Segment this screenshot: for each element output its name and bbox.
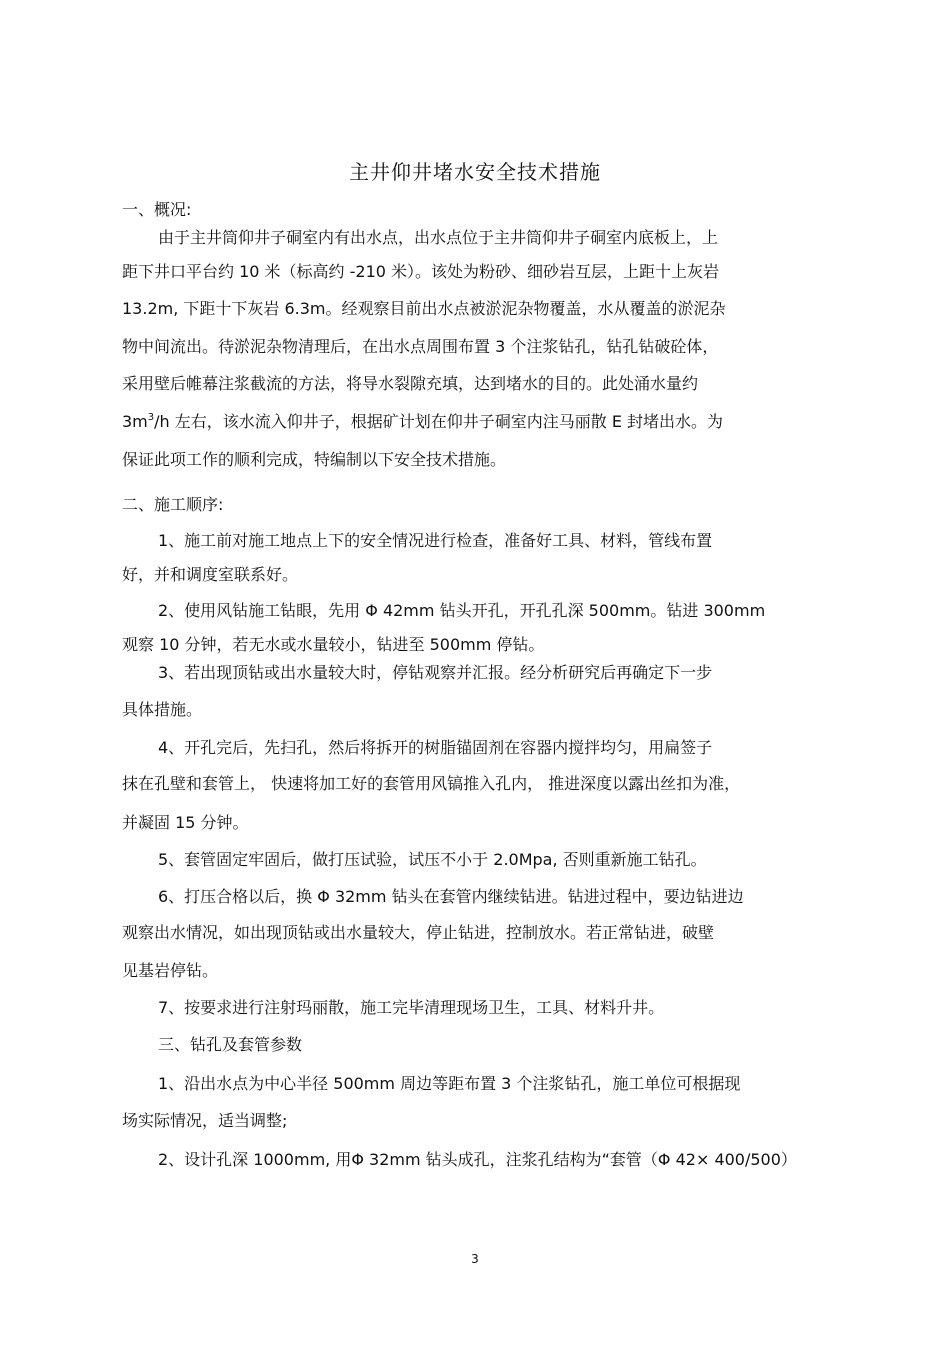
- list-item-line: 见基岩停钻。: [122, 961, 219, 980]
- paragraph-line: [122, 411, 723, 433]
- page-number: 3: [471, 1252, 479, 1266]
- list-item-line: 4、开孔完后，先扫孔，然后将拆开的树脂锚固剂在容器内搅拌均匀，用扁签子: [158, 738, 713, 757]
- paragraph-line: 保证此项工作的顺利完成，特编制以下安全技术措施。: [122, 450, 507, 469]
- paragraph-line: 由于主井筒仰井子硐室内有出水点，出水点位于主井筒仰井子硐室内底板上，上: [158, 228, 719, 247]
- list-item-line: 具体措施。: [122, 700, 203, 719]
- superscript: 3: [147, 412, 155, 423]
- list-item-line: 6、打压合格以后，换 Φ 32mm 钻头在套管内继续钻进。钻进过程中，要边钻进边: [158, 887, 744, 906]
- list-item-line: 3、若出现顶钻或出水量较大时，停钻观察并汇报。经分析研究后再确定下一步: [158, 663, 713, 682]
- list-item-line: 场实际情况，适当调整;: [122, 1111, 288, 1130]
- list-item-line: 好，并和调度室联系好。: [122, 565, 299, 584]
- list-item-line: 1、施工前对施工地点上下的安全情况进行检查，准备好工具、材料，管线布置: [158, 531, 713, 550]
- paragraph-line: 距下井口平台约 10 米（标高约 -210 米）。该处为粉砂、细砂岩互层，上距十上灰岩: [122, 262, 720, 281]
- list-item-line: 5、套管固定牢固后，做打压试验，试压不小于 2.0Mpa, 否则重新施工钻孔。: [158, 850, 707, 869]
- document-title: 主井仰井堵水安全技术措施: [349, 160, 601, 184]
- list-item-line: 抹在孔壁和套管上， 快速将加工好的套管用风镐推入孔内， 推进深度以露出丝扣为准，: [122, 774, 741, 793]
- paragraph-text: /h 左右，该水流入仰井子，根据矿计划在仰井子硐室内注马丽散 E 封堵出水。为: [154, 412, 724, 431]
- list-item-line: 观察 10 分钟，若无水或水量较小，钻进至 500mm 停钻。: [122, 635, 545, 654]
- section-heading-overview: 一、概况:: [122, 200, 192, 219]
- paragraph-line: 物中间流出。待淤泥杂物清理后，在出水点周围布置 3 个注浆钻孔，钻孔钻破砼体，: [122, 337, 719, 356]
- flow-rate-unit: 3m: [122, 412, 148, 431]
- section-heading-sequence: 二、施工顺序:: [122, 495, 224, 514]
- list-item-line: 并凝固 15 分钟。: [122, 813, 249, 832]
- list-item-line: 观察出水情况，如出现顶钻或出水量较大，停止钻进，控制放水。若正常钻进，破壁: [122, 923, 715, 942]
- paragraph-line: 13.2m, 下距十下灰岩 6.3m。经观察目前出水点被淤泥杂物覆盖，水从覆盖的淤泥杂: [122, 299, 726, 318]
- list-item-line: 2、使用风钻施工钻眼，先用 Φ 42mm 钻头开孔，开孔孔深 500mm。钻进 300mm: [158, 601, 766, 620]
- section-heading-parameters: 三、钻孔及套管参数: [158, 1035, 303, 1054]
- list-item-line: 2、设计孔深 1000mm, 用Φ 32mm 钻头成孔，注浆孔结构为“套管（Φ 42× 400/500）: [158, 1150, 797, 1169]
- list-item-line: 1、沿出水点为中心半径 500mm 周边等距布置 3 个注浆钻孔，施工单位可根据现: [158, 1074, 741, 1093]
- paragraph-line: 采用壁后帷幕注浆截流的方法，将导水裂隙充填，达到堵水的目的。此处涌水量约: [122, 374, 699, 393]
- list-item-line: 7、按要求进行注射玛丽散，施工完毕清理现场卫生，工具、材料升井。: [158, 998, 665, 1017]
